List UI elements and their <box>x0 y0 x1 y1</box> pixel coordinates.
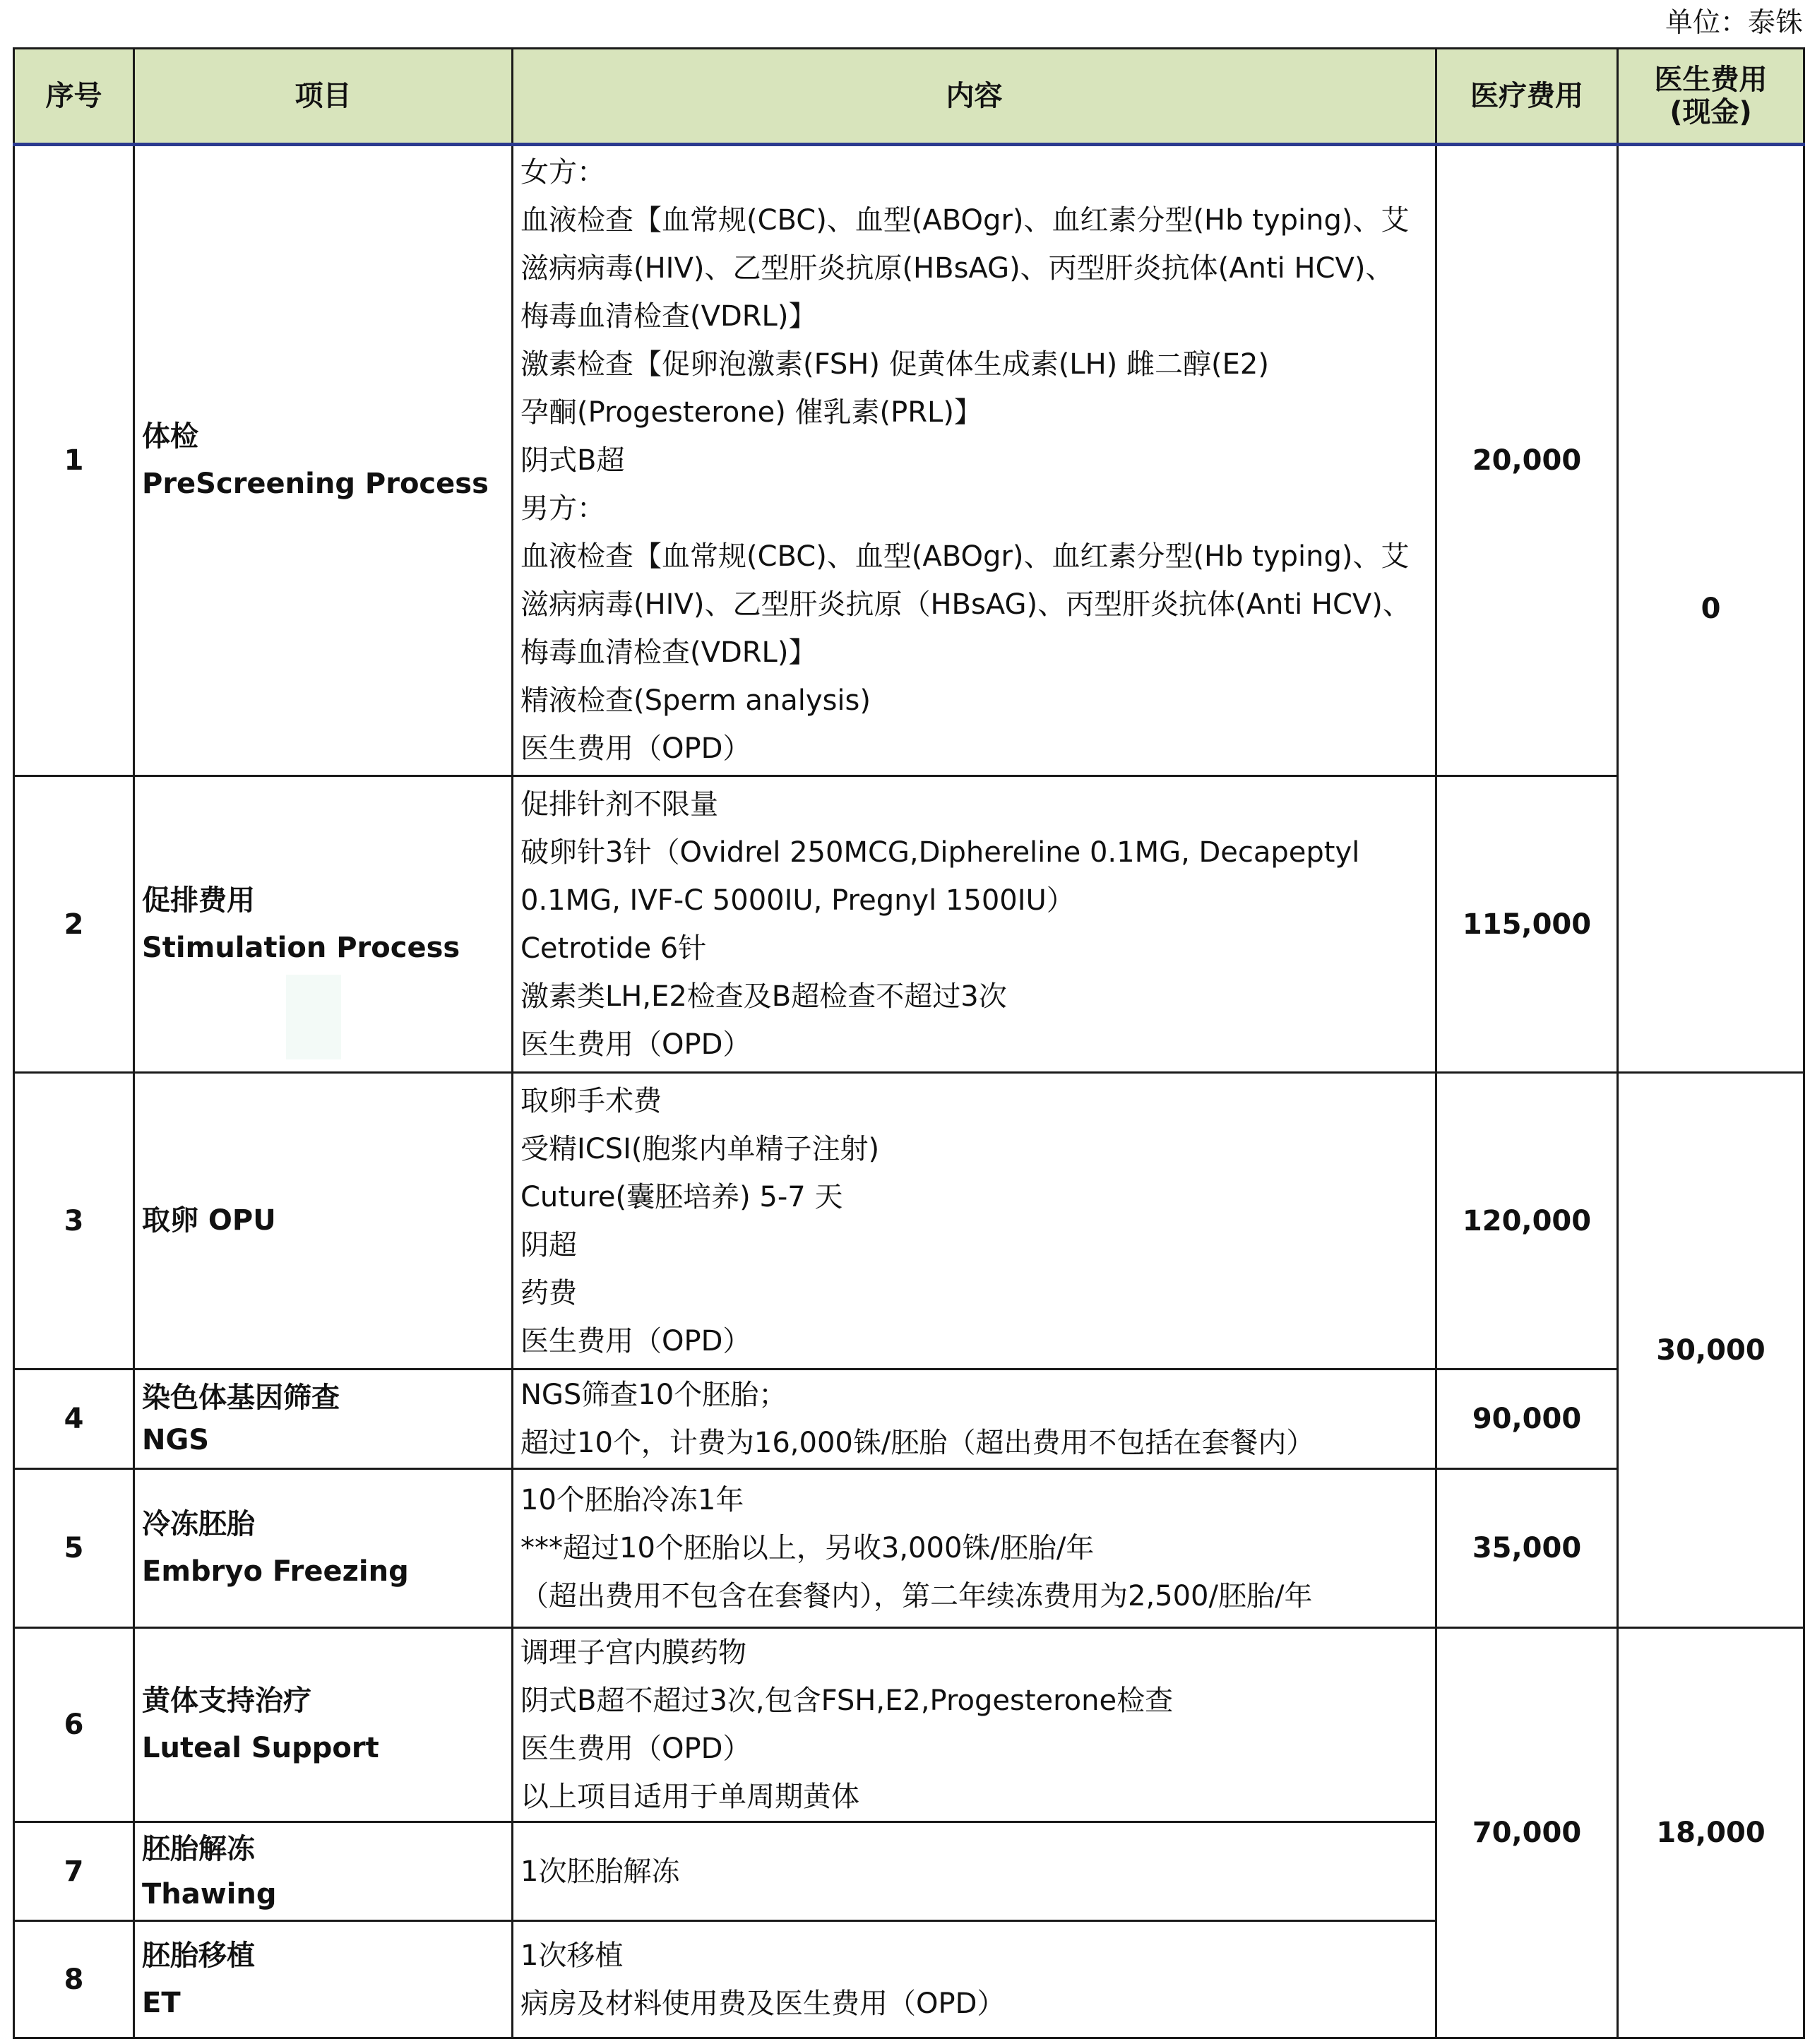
table-row <box>14 1628 1804 1822</box>
item-name-en: Embryo Freezing <box>142 1555 409 1588</box>
table-row <box>14 1073 1804 1369</box>
content-line: NGS筛查10个胚胎； <box>520 1379 787 1411</box>
item-name-en: PreScreening Process <box>142 468 489 500</box>
header-item: 项目 <box>134 49 513 145</box>
header-medical-fee: 医疗费用 <box>1436 49 1618 145</box>
content-cell <box>513 1469 1436 1628</box>
content-line: 激素检查【促卵泡激素(FSH) 促黄体生成素(LH) 雌二醇(E2) <box>520 348 1269 381</box>
item-name-en: Thawing <box>142 1877 277 1911</box>
item-cell <box>134 1921 513 2038</box>
content-line: 孕酮(Progesterone) 催乳素(PRL)】 <box>520 396 982 429</box>
item-cell <box>134 1369 513 1469</box>
content-line: 女方： <box>520 156 605 189</box>
content-line: Cetrotide 6针 <box>520 932 707 965</box>
content-line: 滋病病毒(HIV)、乙型肝炎抗原（HBsAG)、丙型肝炎抗体(Anti HCV)、 <box>520 588 1411 621</box>
content-line: 10个胚胎冷冻1年 <box>520 1484 744 1516</box>
content-line: 以上项目适用于单周期黄体 <box>520 1781 859 1813</box>
row-number: 6 <box>14 1628 134 1822</box>
content-line: 男方： <box>520 492 605 525</box>
content-line: 阴式B超不超过3次,包含FSH,E2,Progesterone检查 <box>520 1684 1174 1717</box>
content-line: Cuture(囊胚培养) 5-7 天 <box>520 1180 843 1213</box>
content-line: ***超过10个胚胎以上，另收3,000铢/胚胎/年 <box>520 1532 1095 1564</box>
item-name-en: Luteal Support <box>142 1732 379 1764</box>
medical-fee: 90,000 <box>1436 1369 1618 1469</box>
row-number: 5 <box>14 1469 134 1628</box>
table-row <box>14 776 1804 1073</box>
table-row <box>14 1469 1804 1628</box>
row-number: 8 <box>14 1921 134 2038</box>
table-row <box>14 1369 1804 1469</box>
item-name-cn: 染色体基因筛查 <box>142 1382 340 1414</box>
content-line: 超过10个，计费为16,000铢/胚胎（超出费用不包括在套餐内） <box>520 1427 1315 1459</box>
row-number: 1 <box>14 145 134 776</box>
item-name-cn: 促排费用 <box>142 884 255 917</box>
content-line: 医生费用（OPD） <box>520 1028 751 1061</box>
item-cell <box>134 1822 513 1921</box>
item-cell <box>134 1469 513 1628</box>
header-content: 内容 <box>513 49 1436 145</box>
content-cell <box>513 1822 1436 1921</box>
content-line: 医生费用（OPD） <box>520 732 751 765</box>
content-line: 病房及材料使用费及医生费用（OPD） <box>520 1987 1006 2020</box>
doctor-fee: 18,000 <box>1618 1628 1804 2038</box>
doctor-fee: 30,000 <box>1618 1073 1804 1628</box>
medical-fee: 35,000 <box>1436 1469 1618 1628</box>
medical-fee: 20,000 <box>1436 145 1618 776</box>
content-line: 梅毒血清检查(VDRL)】 <box>520 300 817 333</box>
content-line: 阴式B超 <box>520 444 625 477</box>
content-line: （超出费用不包含在套餐内），第二年续冻费用为2,500/胚胎/年 <box>520 1580 1313 1612</box>
content-cell <box>513 1628 1436 1822</box>
medical-fee: 120,000 <box>1436 1073 1618 1369</box>
row-number: 3 <box>14 1073 134 1369</box>
medical-fee: 115,000 <box>1436 776 1618 1073</box>
header-doctor-fee <box>1618 49 1804 145</box>
item-cell <box>134 1073 513 1369</box>
header-no: 序号 <box>14 49 134 145</box>
item-name-cn: 胚胎移植 <box>142 1939 255 1972</box>
item-name-cn: 胚胎解冻 <box>142 1832 255 1865</box>
row-number: 4 <box>14 1369 134 1469</box>
content-line: 1次胚胎解冻 <box>520 1855 680 1888</box>
content-cell <box>513 1921 1436 2038</box>
content-line: 血液检查【血常规(CBC)、血型(ABOgr)、血红素分型(Hb typing)、艾 <box>520 204 1410 237</box>
content-line: 受精ICSI(胞浆内单精子注射) <box>520 1132 880 1165</box>
item-cell <box>134 1628 513 1822</box>
content-line: 1次移植 <box>520 1939 624 1972</box>
content-line: 激素类LH,E2检查及B超检查不超过3次 <box>520 980 1007 1013</box>
unit-note: 单位：泰铢 <box>1665 7 1803 39</box>
content-line: 梅毒血清检查(VDRL)】 <box>520 636 817 669</box>
content-line: 医生费用（OPD） <box>520 1733 751 1765</box>
content-line: 精液检查(Sperm analysis) <box>520 684 871 717</box>
content-line: 阴超 <box>520 1228 577 1261</box>
content-line: 促排针剂不限量 <box>520 788 718 821</box>
content-cell <box>513 1073 1436 1369</box>
header-row <box>14 49 1804 145</box>
medical-fee: 70,000 <box>1436 1628 1618 2038</box>
content-line: 0.1MG, IVF-C 5000IU, Pregnyl 1500IU） <box>520 884 1075 917</box>
item-name-cn: 取卵 OPU <box>142 1204 276 1237</box>
row-number: 2 <box>14 776 134 1073</box>
content-cell <box>513 145 1436 776</box>
content-line: 破卵针3针（Ovidrel 250MCG,Diphereline 0.1MG, Decapeptyl <box>520 836 1360 869</box>
content-line: 医生费用（OPD） <box>520 1324 751 1357</box>
content-cell <box>513 776 1436 1073</box>
header-doctor-fee-line2: (现金) <box>1669 96 1752 129</box>
item-name-cn: 冷冻胚胎 <box>142 1508 255 1540</box>
item-name-cn: 体检 <box>142 420 198 453</box>
table-row <box>14 145 1804 776</box>
content-line: 调理子宫内膜药物 <box>520 1636 746 1669</box>
price-table <box>13 47 1805 2039</box>
faint-background-mark <box>286 975 341 1059</box>
content-line: 滋病病毒(HIV)、乙型肝炎抗原(HBsAG)、丙型肝炎抗体(Anti HCV)、 <box>520 252 1394 285</box>
header-doctor-fee-line1: 医生费用 <box>1654 64 1768 96</box>
item-name-en: Stimulation Process <box>142 931 460 964</box>
content-cell <box>513 1369 1436 1469</box>
content-line: 血液检查【血常规(CBC)、血型(ABOgr)、血红素分型(Hb typing)、艾 <box>520 540 1410 573</box>
item-name-en: NGS <box>142 1424 210 1456</box>
content-line: 药费 <box>520 1276 577 1309</box>
doctor-fee: 0 <box>1618 145 1804 1073</box>
item-cell <box>134 145 513 776</box>
item-name-cn: 黄体支持治疗 <box>142 1684 311 1717</box>
content-line: 取卵手术费 <box>520 1084 662 1117</box>
item-name-en: ET <box>142 1986 181 2019</box>
row-number: 7 <box>14 1822 134 1921</box>
